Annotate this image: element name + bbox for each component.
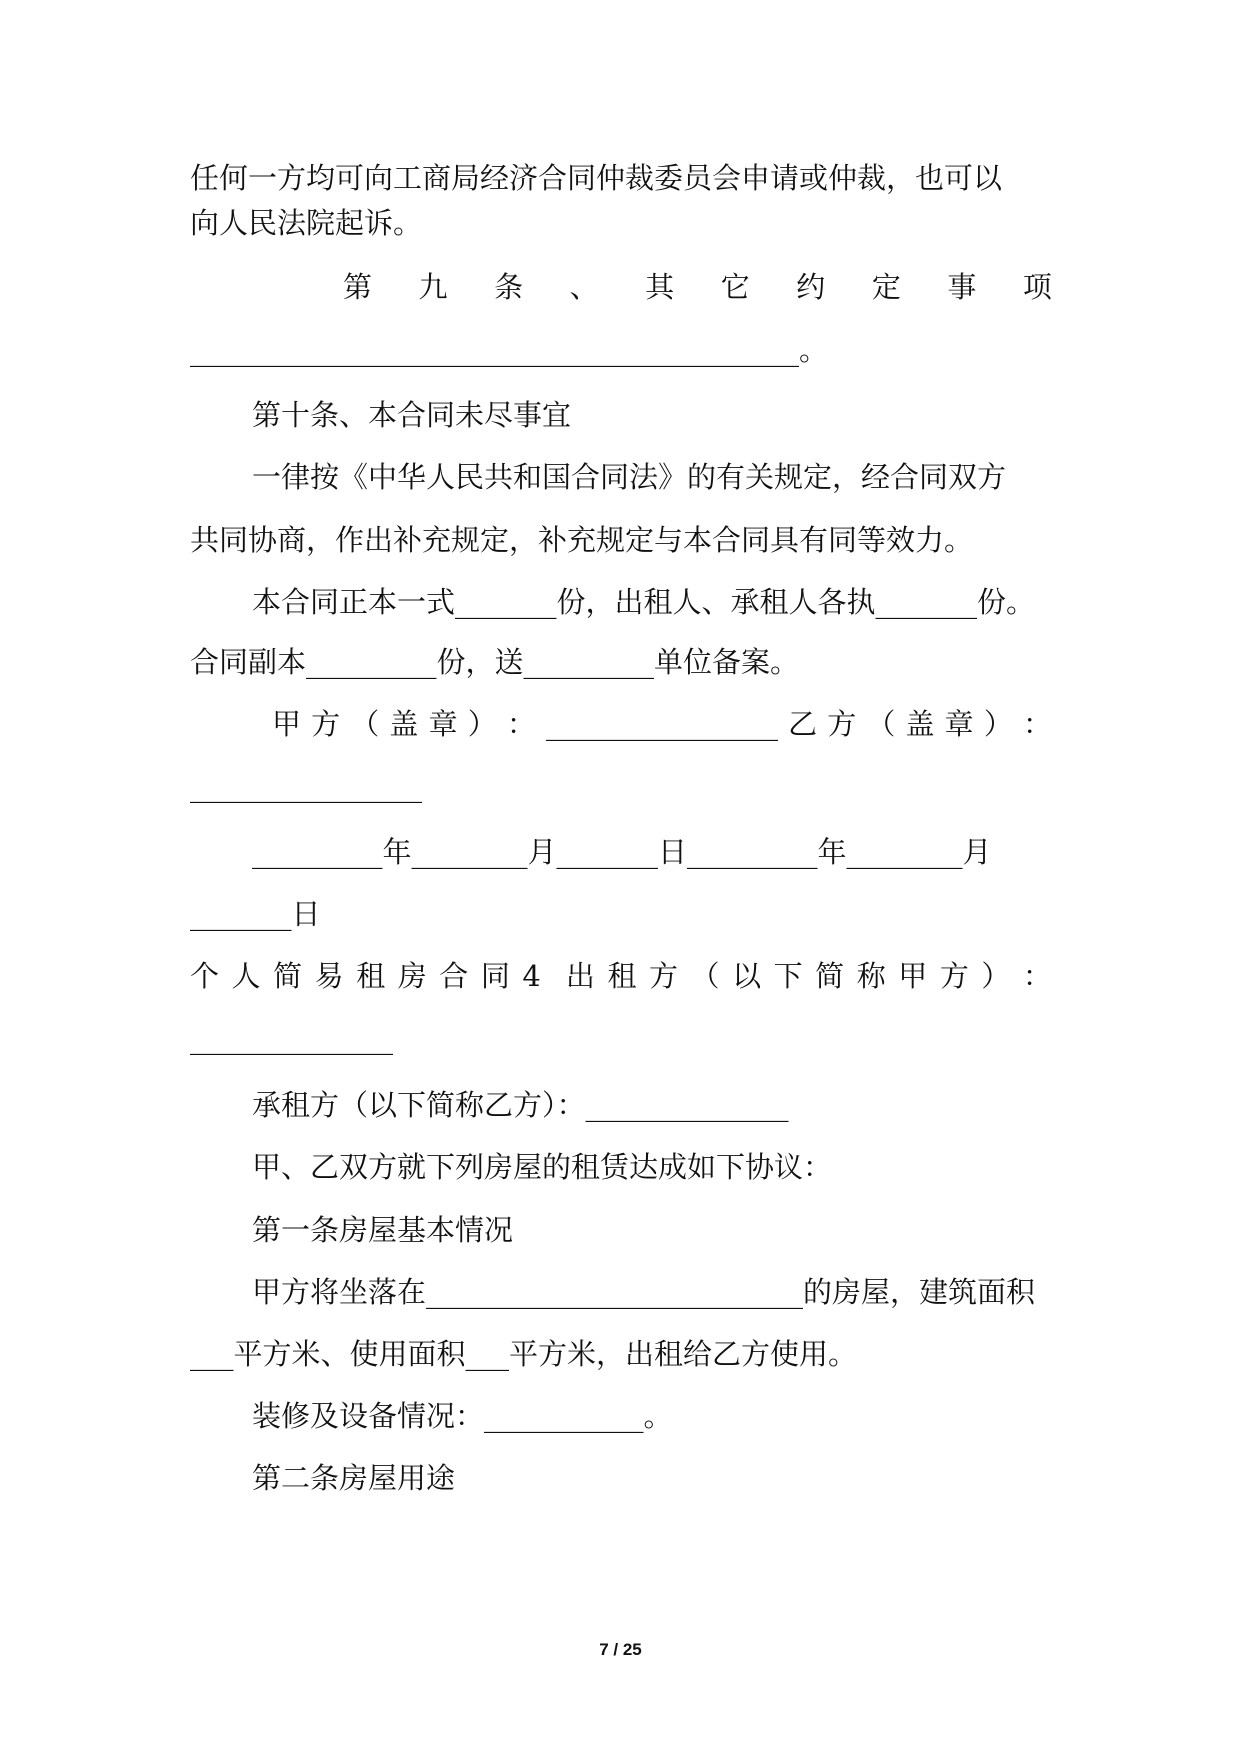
text-line-20: ___平方米、使用面积___平方米，出租给乙方使用。 xyxy=(190,1337,858,1371)
contract-4-title-line: 个 人 简 易 租 房 合 同 4 出 租 方 （ 以 下 简 称 甲 方 ） ： xyxy=(190,959,1052,993)
article-9-heading: 第 九 条 、 其 它 约 定 事 项 xyxy=(343,270,1052,304)
text-line-9: 合同副本_________份，送_________单位备案。 xyxy=(190,645,800,679)
page-number: 7 / 25 xyxy=(599,1640,642,1659)
text-line-7: 共同协商，作出补充规定，补充规定与本合同具有同等效力。 xyxy=(190,523,974,557)
date-line-end: _______日 xyxy=(190,897,321,931)
article-9-blank: __________________________________________。 xyxy=(190,333,829,367)
text-line-1: 任何一方均可向工商局经济合同仲裁委员会申请或仲裁，也可以 xyxy=(190,161,1003,195)
article-10-heading: 第十条、本合同未尽事宜 xyxy=(252,398,572,432)
signature-line: 甲 方 （ 盖 章 ） ： ________________ 乙 方 （ 盖 章 ） ： xyxy=(272,707,1052,741)
text-line-8: 本合同正本一式_______份，出租人、承租人各执_______份。 xyxy=(252,585,1036,619)
article-2-heading: 第二条房屋用途 xyxy=(252,1461,456,1495)
signature-blank: ________________ xyxy=(190,769,422,803)
agreement-intro: 甲、乙双方就下列房屋的租赁达成如下协议： xyxy=(252,1150,833,1184)
text-line-19: 甲方将坐落在__________________________的房屋，建筑面积 xyxy=(252,1275,1036,1309)
lessee-line: 承租方（以下简称乙方）：______________ xyxy=(252,1088,789,1122)
decoration-line: 装修及设备情况：___________。 xyxy=(252,1399,673,1433)
text-line-6: 一律按《中华人民共和国合同法》的有关规定，经合同双方 xyxy=(252,460,1007,494)
date-line: _________年________月_______日_________年________月 xyxy=(252,835,992,869)
lessor-blank: ______________ xyxy=(190,1021,393,1055)
article-1-heading: 第一条房屋基本情况 xyxy=(252,1213,514,1247)
text-line-2: 向人民法院起诉。 xyxy=(190,206,423,240)
